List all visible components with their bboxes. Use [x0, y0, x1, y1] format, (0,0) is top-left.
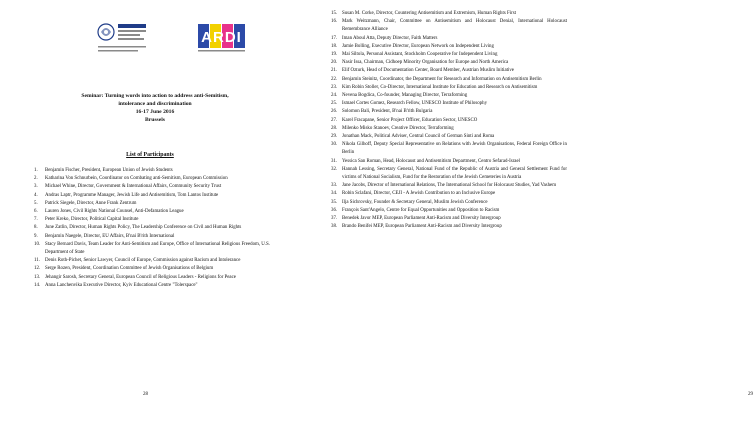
- participant-item: [34, 216, 270, 224]
- participant-list-right: [331, 10, 567, 231]
- participant-number: 13.: [34, 274, 41, 280]
- participant-text: François Sant'Angelo, Centre for Equal Opportunities and Opposition to Racism: [342, 207, 500, 213]
- participant-text: Solomon Bali, President, B'nai B'rith Bulgaria: [342, 109, 433, 115]
- participant-text: Patrick Siegele, Director, Anne Frank Zentrum: [45, 200, 137, 206]
- participant-number: 26.: [331, 109, 338, 115]
- participant-number: 18.: [331, 43, 338, 49]
- participant-text: Jehangir Sarosh, Secretary General, European Council of Religious Leaders - Religions for Peace: [45, 274, 236, 280]
- participant-text: Mai Siltola, Personal Assistant, Stockholm Cooperative for Independent Living: [342, 52, 498, 58]
- participant-number: 28.: [331, 125, 338, 131]
- seminar-heading: [60, 92, 250, 124]
- participant-number: 32.: [331, 166, 338, 172]
- participant-item: [331, 223, 567, 231]
- participant-item: [331, 182, 567, 190]
- participant-item: [34, 224, 270, 232]
- participant-text: Stacy Bernard Davis, Team Leader for Anti-Semitism and Europe, Office of International Religious Freedom, U.S. Department of State: [45, 241, 270, 256]
- participant-number: 34.: [331, 191, 338, 197]
- participant-item: [331, 76, 567, 84]
- participant-text: Benedek Javor MEP, European Parliament Anti-Racism and Diversity Intergroup: [342, 216, 501, 222]
- list-title: List of Participants: [126, 152, 174, 158]
- participant-text: Susan M. Corke, Director, Countering Antisemitism and Extremism, Human Rights First: [342, 11, 516, 16]
- participant-text: Jane Jacobs, Director of International Relations, The International School for Holocaust Studies, Yad Vashem: [342, 183, 557, 189]
- participant-text: Hannah Lessing, Secretary General, National Fund of the Republic of Austria and General Settlement Fund for victims of National Socialism, Fund for the Restoration of the Jewish Cemeteries in Austria: [342, 166, 567, 181]
- participant-item: [34, 192, 270, 200]
- participant-item: [331, 59, 567, 67]
- participant-number: 12.: [34, 266, 41, 272]
- participant-text: June Zatlin, Director, Human Rights Policy, The Leadership Conference on Civil and Human Rights: [45, 225, 242, 231]
- participant-text: Karel Fracapane, Senior Project Officer, Education Sector, UNESCO: [342, 117, 478, 123]
- participant-text: Robin Sclafani, Director, CEJI - A Jewish Contribution to an Inclusive Europe: [342, 191, 496, 197]
- participant-item: [331, 92, 567, 100]
- seminar-title-line2: intolerance and discrimination: [118, 101, 192, 108]
- participant-item: [331, 117, 567, 125]
- participant-item: [331, 35, 567, 43]
- osce-emblem-icon: [98, 24, 114, 40]
- participant-text: Benjamin Naegele, Director, EU Affairs, B'nai B'rith International: [45, 233, 175, 239]
- participant-item: [331, 43, 567, 51]
- participant-text: Milenko Misko Stanoev, Creative Director, Terraforming: [342, 125, 454, 131]
- participant-number: 8.: [34, 225, 38, 231]
- participant-item: [331, 100, 567, 108]
- page-number-right: 29: [748, 392, 753, 397]
- participant-item: [34, 274, 270, 282]
- participant-number: 10.: [34, 241, 41, 247]
- participant-text: Nevena Bogdica, Co-founder, Managing Director, Terraforming: [342, 93, 468, 99]
- participant-number: 14.: [34, 282, 41, 288]
- participant-item: [331, 10, 567, 18]
- participant-text: Benjamin Steinitz, Coordinator, the Department for Research and Information on Antisemitism Berlin: [342, 76, 542, 82]
- participant-list-left: [34, 167, 270, 290]
- participant-number: 24.: [331, 93, 338, 99]
- participant-number: 7.: [34, 217, 38, 223]
- participant-number: 11.: [34, 258, 40, 264]
- participant-text: Nikola Gilhoff, Deputy Special Representative on Relations with Jewish Organisations, Federal Foreign Office in Berlin: [342, 142, 567, 156]
- ardi-logo-text: ARDI: [201, 29, 242, 46]
- participant-number: 27.: [331, 117, 338, 123]
- page-number-left: 28: [143, 392, 148, 397]
- participant-text: Jamie Bolling, Executive Director, European Network on Independent Living: [342, 43, 494, 49]
- participant-item: [34, 241, 270, 257]
- seminar-city: Brussels: [145, 117, 165, 124]
- participant-item: [331, 141, 567, 157]
- seminar-dates: 16-17 June 2016: [135, 109, 175, 116]
- participant-text: Brando Benifei MEP, European Parliament Anti-Racism and Diversity Intergroup: [342, 224, 502, 230]
- participant-text: Michael Whine, Director, Government & International Affairs, Community Security Trust: [45, 184, 222, 190]
- participant-number: 6.: [34, 209, 38, 215]
- participant-number: 25.: [331, 101, 338, 107]
- participant-text: Ilja Sichrovsky, Founder & Secretary General, Muslim Jewish Conference: [342, 199, 488, 205]
- participant-item: [34, 175, 270, 183]
- participant-number: 36.: [331, 207, 338, 213]
- participant-number: 15.: [331, 11, 338, 16]
- participant-text: Katharina Von Schnurbein, Coordinator on Combating anti-Semitism, European Commission: [45, 176, 228, 182]
- participant-item: [331, 158, 567, 166]
- participant-item: [331, 166, 567, 182]
- participant-item: [34, 265, 270, 273]
- participant-item: [331, 108, 567, 116]
- participant-number: 38.: [331, 224, 338, 230]
- participant-item: [331, 18, 567, 34]
- participant-text: Ismael Cortes Gomez, Research Fellow, UNESCO Institute of Philosophy: [342, 101, 488, 107]
- osce-odihr-logo: [96, 18, 150, 56]
- participant-item: [331, 133, 567, 141]
- participant-number: 21.: [331, 68, 338, 74]
- participant-number: 29.: [331, 134, 338, 140]
- page-left: [0, 0, 300, 424]
- participant-item: [34, 167, 270, 175]
- seminar-title-line1: Seminar: Turning words into action to address anti-Semitism,: [81, 93, 229, 99]
- participant-text: Iman Aboul Atta, Deputy Director, Faith Matters: [342, 35, 438, 41]
- participant-item: [331, 51, 567, 59]
- participant-number: 30.: [331, 142, 338, 148]
- participant-item: [331, 215, 567, 223]
- participant-number: 23.: [331, 84, 338, 90]
- participant-number: 37.: [331, 216, 338, 222]
- participant-number: 1.: [34, 168, 38, 173]
- participant-text: Elif Ozturk, Head of Documentation Center, Board Member, Austrian Muslim Initiative: [342, 68, 514, 74]
- participant-item: [34, 200, 270, 208]
- ardi-logo: [196, 20, 248, 56]
- participant-text: Anna Lanchenvika Executive Director, Kyiv Educational Centre "Tolerspace": [45, 282, 198, 288]
- participant-text: Serge Rozen, President, Coordination Committee of Jewish Organisations of Belgium: [45, 266, 214, 272]
- participant-number: 16.: [331, 19, 338, 25]
- participant-number: 31.: [331, 158, 338, 164]
- participant-item: [34, 257, 270, 265]
- participant-number: 33.: [331, 183, 338, 189]
- participant-number: 5.: [34, 200, 38, 206]
- participant-number: 17.: [331, 35, 338, 41]
- participant-number: 3.: [34, 184, 38, 190]
- participant-item: [331, 67, 567, 75]
- participant-item: [34, 282, 270, 290]
- participant-text: Peter Kreko, Director, Political Capital Institute: [45, 217, 139, 223]
- participant-text: Nasir Issa, Chairman, Cidhoep Minority Organisation for Europe and North America: [342, 60, 509, 66]
- participant-number: 20.: [331, 60, 338, 66]
- participant-text: Benjamin Fischer, President, European Union of Jewish Students: [45, 168, 173, 173]
- participant-text: Mark Weitzmann, Chair, Committee on Antisemitism and Holocaust Denial, International Holocaust Remembrance Alliance: [342, 19, 567, 33]
- participant-text: Kim Robin Stoller, Co-Director, International Institute for Education and Research on Antisemitism: [342, 84, 538, 90]
- participant-text: Lauren Jones, Civil Rights National Counsel, Anti-Defamation League: [45, 209, 184, 215]
- participant-text: Jonathan Mack, Political Adviser, Central Council of German Sinti and Roma: [342, 134, 495, 140]
- participant-text: Denis Roth-Pichet, Senior Lawyer, Council of Europe, Commission against Racism and Intolerance: [45, 258, 241, 264]
- logos: [96, 18, 246, 58]
- participant-item: [34, 208, 270, 216]
- participant-item: [331, 84, 567, 92]
- participant-number: 9.: [34, 233, 38, 239]
- participant-item: [331, 199, 567, 207]
- participant-number: 2.: [34, 176, 38, 182]
- participant-number: 35.: [331, 199, 338, 205]
- participant-number: 22.: [331, 76, 338, 82]
- participant-item: [331, 207, 567, 215]
- participant-number: 19.: [331, 52, 338, 58]
- participant-item: [34, 233, 270, 241]
- participant-item: [34, 183, 270, 191]
- participant-number: 4.: [34, 192, 38, 198]
- participant-item: [331, 190, 567, 198]
- participant-text: Andras Laptr, Programme Manager, Jewish Life and Antisemitism, Tom Lantos Institute: [45, 192, 219, 198]
- participant-text: Yessica San Roman, Head, Holocaust and Antisemitism Department, Centro Sefarad-Israel: [342, 158, 520, 164]
- participant-item: [331, 125, 567, 133]
